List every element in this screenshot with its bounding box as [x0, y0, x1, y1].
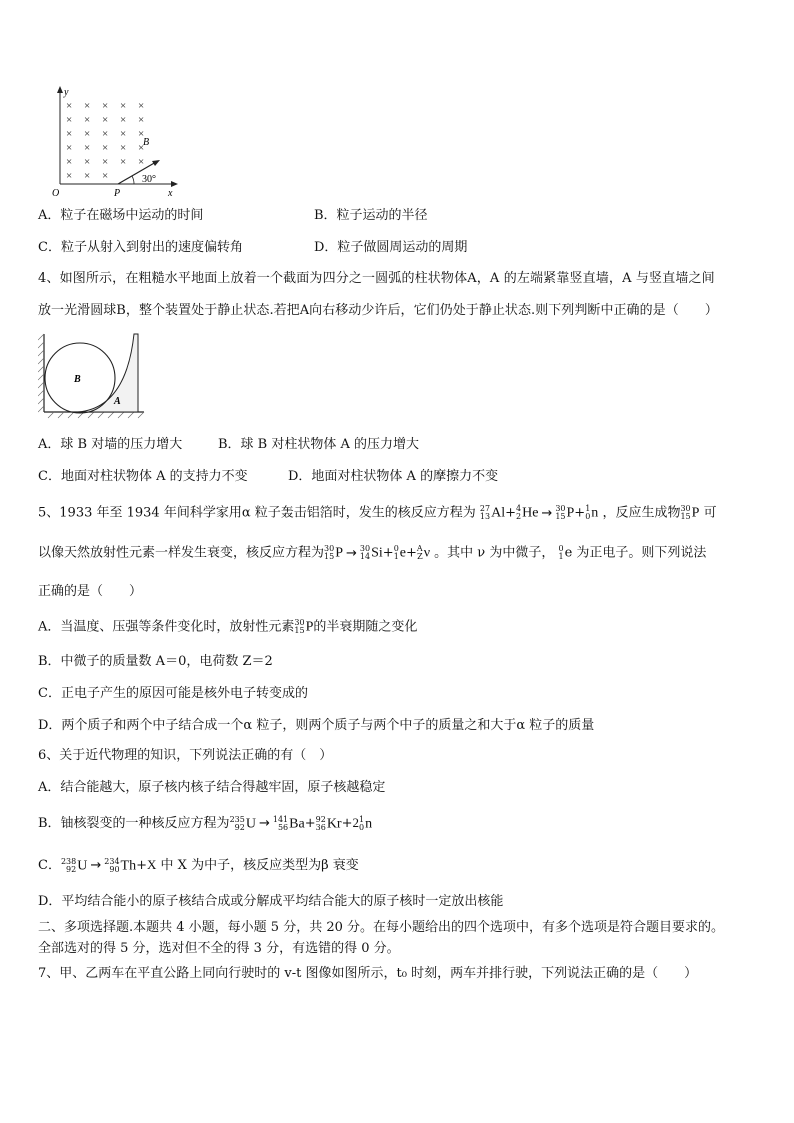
- q3-option-d: D．粒子做圆周运动的周期: [314, 240, 468, 255]
- q6-option-a: A．结合能越大，原子核内核子结合得越牢固，原子核越稳定: [38, 780, 386, 795]
- section2-line2: 全部选对的得 5 分，选对但不全的得 3 分，有选错的得 0 分。: [38, 941, 400, 956]
- q5-stem-part4: 以像天然放射性元素一样发生衰变，核反应方程为: [38, 545, 325, 561]
- q6-option-c: C． 238 92 U → 234 90 Th+X 中 X 为中子，核反应类型为β 衰变: [38, 856, 359, 874]
- field-cross-mark: ×: [66, 142, 73, 154]
- field-cross-mark: ×: [66, 156, 73, 168]
- x-axis-label: x: [168, 188, 173, 199]
- nuclide-p30-option: 30 15 P: [294, 618, 314, 635]
- q4-option-d: D．地面对柱状物体 A 的摩擦力不变: [288, 469, 499, 484]
- q5-stem-part2: ，反应生成物: [602, 505, 681, 521]
- q6-stem: 6、关于近代物理的知识，下列说法正确的有（ ）: [38, 748, 333, 763]
- q3-option-b: B．粒子运动的半径: [314, 208, 428, 223]
- field-cross-mark: ×: [102, 128, 109, 140]
- field-cross-mark: ×: [120, 114, 127, 126]
- q5-stem-line3: 正确的是（ ）: [38, 584, 143, 599]
- field-cross-mark: ×: [102, 156, 109, 168]
- field-cross-mark: ×: [120, 142, 127, 154]
- nuclide-p30-decay: 30 15 P: [324, 544, 343, 561]
- nuclide-neutron: 1 0 n: [585, 504, 599, 521]
- q4-option-b: B．球 B 对柱状物体 A 的压力增大: [218, 437, 420, 452]
- field-cross-mark: ×: [84, 156, 91, 168]
- nuclide-u235: 235 92 U: [229, 814, 256, 832]
- q5-stem-part5: 。其中 ν 为中微子，: [434, 545, 555, 561]
- wall-ball-figure: [38, 330, 146, 422]
- field-cross-mark: ×: [66, 114, 73, 126]
- magnetic-field-svg: [46, 84, 186, 200]
- section2-line1: 二、多项选择题.本题共 4 小题，每小题 5 分，共 20 分。在每小题给出的四个选项中，有多个选项是符合题目要求的。: [38, 920, 725, 935]
- body-a-label: A: [114, 396, 121, 407]
- nuclide-p30: 30 15 P: [555, 504, 575, 521]
- field-cross-mark: ×: [102, 170, 109, 182]
- q3-option-a: A．粒子在磁场中运动的时间: [38, 208, 204, 223]
- y-axis-label: y: [64, 87, 69, 98]
- q5-option-b: B．中微子的质量数 A＝0，电荷数 Z＝2: [38, 654, 273, 669]
- q5-option-c: C．正电子产生的原因可能是核外电子转变成的: [38, 686, 308, 701]
- field-cross-mark: ×: [120, 156, 127, 168]
- y-axis-arrow-icon: [57, 86, 63, 93]
- field-cross-mark: ×: [120, 100, 127, 112]
- field-cross-mark: ×: [102, 100, 109, 112]
- quarter-arc-body-a: [78, 334, 138, 412]
- q5-stem-part3: 可: [703, 505, 717, 521]
- nuclide-neutrino: A Z ν: [416, 544, 431, 561]
- q4-stem-line1: 4、如图所示，在粗糙水平地面上放着一个截面为四分之一圆弧的柱状物体A，A 的左端紧靠竖直墙，A 与竖直墙之间: [38, 271, 715, 286]
- field-b-label: B: [143, 137, 150, 148]
- point-p-label: P: [114, 188, 121, 199]
- field-cross-mark: ×: [102, 142, 109, 154]
- q3-option-c: C．粒子从射入到射出的速度偏转角: [38, 240, 243, 255]
- q5-option-a: A．当温度、压强等条件变化时，放射性元素 30 15 P的半衰期随之变化: [38, 618, 418, 635]
- magnetic-field-figure: [46, 84, 186, 200]
- decay-arrow: →: [346, 545, 357, 561]
- x-axis-arrow-icon: [171, 181, 178, 187]
- q6-option-b: B．铀核裂变的一种核反应方程为 235 92 U → 141 56 Ba+ 92 36 Kr+2 1 0 n: [38, 814, 373, 832]
- field-cross-mark: ×: [138, 128, 145, 140]
- ground-hatching: [48, 412, 144, 418]
- q7-stem: 7、甲、乙两车在平直公路上同向行驶时的 v-t 图像如图所示，t₀ 时刻，两车并排行驶，下列说法正确的是（ ）: [38, 966, 698, 981]
- field-cross-mark: ×: [138, 114, 145, 126]
- field-cross-mark: ×: [84, 170, 91, 182]
- q5-option-d: D．两个质子和两个中子结合成一个α 粒子，则两个质子与两个中子的质量之和大于α 粒子的质量: [38, 718, 595, 733]
- q5-stem-part1: 5、1933 年至 1934 年间科学家用α 粒子轰击铝箔时，发生的核反应方程为: [38, 505, 476, 521]
- nuclide-p30-product: 30 15 P: [680, 504, 700, 521]
- q4-option-c: C．地面对柱状物体 A 的支持力不变: [38, 469, 248, 484]
- q6-option-d: D．平均结合能小的原子核结合成或分解成平均结合能大的原子核时一定放出核能: [38, 894, 504, 909]
- nuclide-u238: 238 92 U: [60, 856, 88, 874]
- field-cross-mark: ×: [84, 128, 91, 140]
- angle-label: 30°: [142, 174, 156, 185]
- field-cross-mark: ×: [102, 114, 109, 126]
- origin-label: O: [52, 188, 60, 199]
- field-cross-mark: ×: [138, 156, 145, 168]
- nuclide-al27: 27 13 Al: [479, 504, 506, 521]
- nuclide-neutron-2: 1 0 n: [359, 814, 373, 832]
- positron-label: 0 1: [558, 544, 564, 561]
- field-crosses: [66, 100, 144, 182]
- field-cross-mark: ×: [66, 170, 73, 182]
- ball-b-label: B: [74, 374, 81, 385]
- nuclide-kr92: 92 36 Kr: [315, 814, 342, 832]
- field-cross-mark: ×: [84, 100, 91, 112]
- nuclide-he4: 4 2 He: [515, 504, 539, 521]
- field-cross-mark: ×: [138, 100, 145, 112]
- angle-arc: [132, 176, 134, 184]
- wall-hatching: [38, 334, 44, 412]
- field-cross-mark: ×: [138, 142, 145, 154]
- field-cross-mark: ×: [120, 128, 127, 140]
- q5-stem-line1: 5、1933 年至 1934 年间科学家用α 粒子轰击铝箔时，发生的核反应方程为 27 13 Al+ 4 2 He → 30 15 P+ 1 0 n ，反应生成物 30 15 P 可: [38, 504, 717, 521]
- nuclide-th234: 234 90 Th: [104, 856, 137, 874]
- q5-stem-part6: e 为正电子。则下列说法: [564, 545, 707, 561]
- nuclide-ba141: 141 56 Ba: [272, 814, 305, 832]
- nuclide-si30: 30 14 Si: [359, 544, 383, 561]
- q4-option-a: A．球 B 对墙的压力增大: [38, 437, 183, 452]
- field-cross-mark: ×: [84, 142, 91, 154]
- field-cross-mark: ×: [66, 100, 73, 112]
- q5-stem-line2: 以像天然放射性元素一样发生衰变，核反应方程为 30 15 P → 30 14 Si+ 0 1 e+ A Z ν 。其中 ν 为中微子， 0 1 e 为正电子。则下列说法: [38, 544, 707, 561]
- field-cross-mark: ×: [66, 128, 73, 140]
- q4-stem-line2: 放一光滑圆球B，整个装置处于静止状态.若把A向右移动少许后，它们仍处于静止状态.则下列判断中正确的是（ ）: [38, 303, 718, 318]
- nuclide-positron: 0 1 e: [393, 544, 406, 561]
- field-cross-mark: ×: [84, 114, 91, 126]
- reaction-arrow: →: [541, 505, 553, 521]
